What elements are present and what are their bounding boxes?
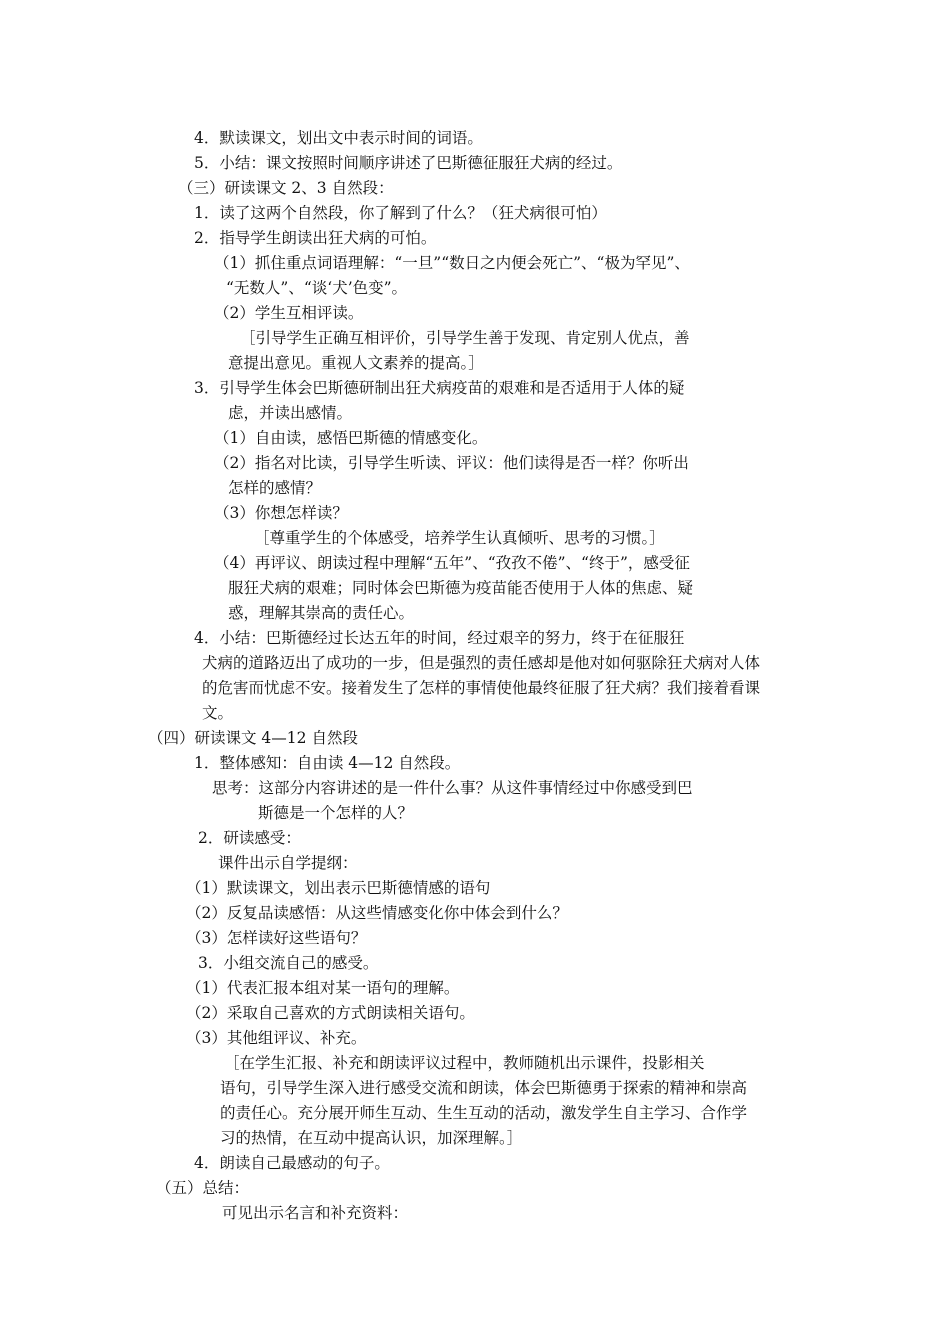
text-line: 2．研读感受： [198,829,301,847]
text-line: 文。 [202,704,234,722]
text-line: （1）代表汇报本组对某一语句的理解。 [186,979,460,997]
text-line: 的危害而忧虑不安。接着发生了怎样的事情使他最终征服了狂犬病？我们接着看课 [202,679,761,697]
text-line: 5．小结：课文按照时间顺序讲述了巴斯德征服狂犬病的经过。 [194,154,623,172]
annotation-line: ［引导学生正确互相评价，引导学生善于发现、肯定别人优点，善 [240,329,690,347]
text-line: 斯德是一个怎样的人？ [258,804,414,822]
text-line: （2）指名对比读，引导学生听读、评议：他们读得是否一样？你听出 [214,454,689,472]
text-line: 惑，理解其崇高的责任心。 [228,604,415,622]
annotation-line: 习的热情，在互动中提高认识，加深理解。］ [220,1129,523,1147]
text-line: （2）学生互相评读。 [214,304,364,322]
text-line: 思考：这部分内容讲述的是一件什么事？从这件事情经过中你感受到巴 [212,779,693,797]
text-line: 虑，并读出感情。 [228,404,353,422]
text-line: 2．指导学生朗读出狂犬病的可怕。 [194,229,437,247]
text-line: （2）反复品读感悟：从这些情感变化你中体会到什么？ [186,904,568,922]
text-line: （2）采取自己喜欢的方式朗读相关语句。 [186,1004,475,1022]
text-line: 4．朗读自己最感动的句子。 [194,1154,390,1172]
text-line: 怎样的感情？ [228,479,322,497]
annotation-line: 语句，引导学生深入进行感受交流和朗读，体会巴斯德勇于探索的精神和崇高 [220,1079,748,1097]
text-line: 4．小结：巴斯德经过长达五年的时间，经过艰辛的努力，终于在征服狂 [194,629,685,647]
annotation-line: ［在学生汇报、补充和朗读评议过程中，教师随机出示课件，投影相关 [224,1054,705,1072]
text-line: 3．小组交流自己的感受。 [198,954,379,972]
text-line: 犬病的道路迈出了成功的一步，但是强烈的责任感却是他对如何驱除狂犬病对人体 [202,654,761,672]
section-heading: （五）总结： [156,1179,250,1197]
section-heading: （四）研读课文 4—12 自然段 [148,729,358,747]
text-line: 1．读了这两个自然段，你了解到了什么？（狂犬病很可怕） [194,204,607,222]
text-line: （3）其他组评议、补充。 [186,1029,367,1047]
text-line: 3．引导学生体会巴斯德研制出狂犬病疫苗的艰难和是否适用于人体的疑 [194,379,685,397]
text-line: （4）再评议、朗读过程中理解“五年”、“孜孜不倦”、“终于”，感受征 [214,554,690,572]
text-line: （1）自由读，感悟巴斯德的情感变化。 [214,429,488,447]
annotation-line: ［尊重学生的个体感受，培养学生认真倾听、思考的习惯。］ [254,529,665,547]
annotation-line: 意提出意见。重视人文素养的提高。］ [228,354,484,372]
text-line: 课件出示自学提纲： [218,854,358,872]
text-line: 4．默读课文，划出文中表示时间的词语。 [194,129,483,147]
text-line: （3）你想怎样读？ [214,504,348,522]
text-line: 1．整体感知：自由读 4—12 自然段。 [194,754,461,772]
text-line: （1）默读课文，划出表示巴斯德情感的语句 [186,879,491,897]
text-line: 服狂犬病的艰难；同时体会巴斯德为疫苗能否使用于人体的焦虑、疑 [228,579,694,597]
text-line: （3）怎样读好这些语句？ [186,929,367,947]
text-line: 可见出示名言和补充资料： [222,1204,409,1222]
text-line: “无数人”、“谈‘犬’色变”。 [226,279,408,297]
text-line: （1）抓住重点词语理解：“一旦”“数日之内便会死亡”、“极为罕见”、 [214,254,690,272]
annotation-line: 的责任心。充分展开师生互动、生生互动的活动，激发学生自主学习、合作学 [220,1104,748,1122]
section-heading: （三）研读课文 2、3 自然段： [178,179,394,197]
